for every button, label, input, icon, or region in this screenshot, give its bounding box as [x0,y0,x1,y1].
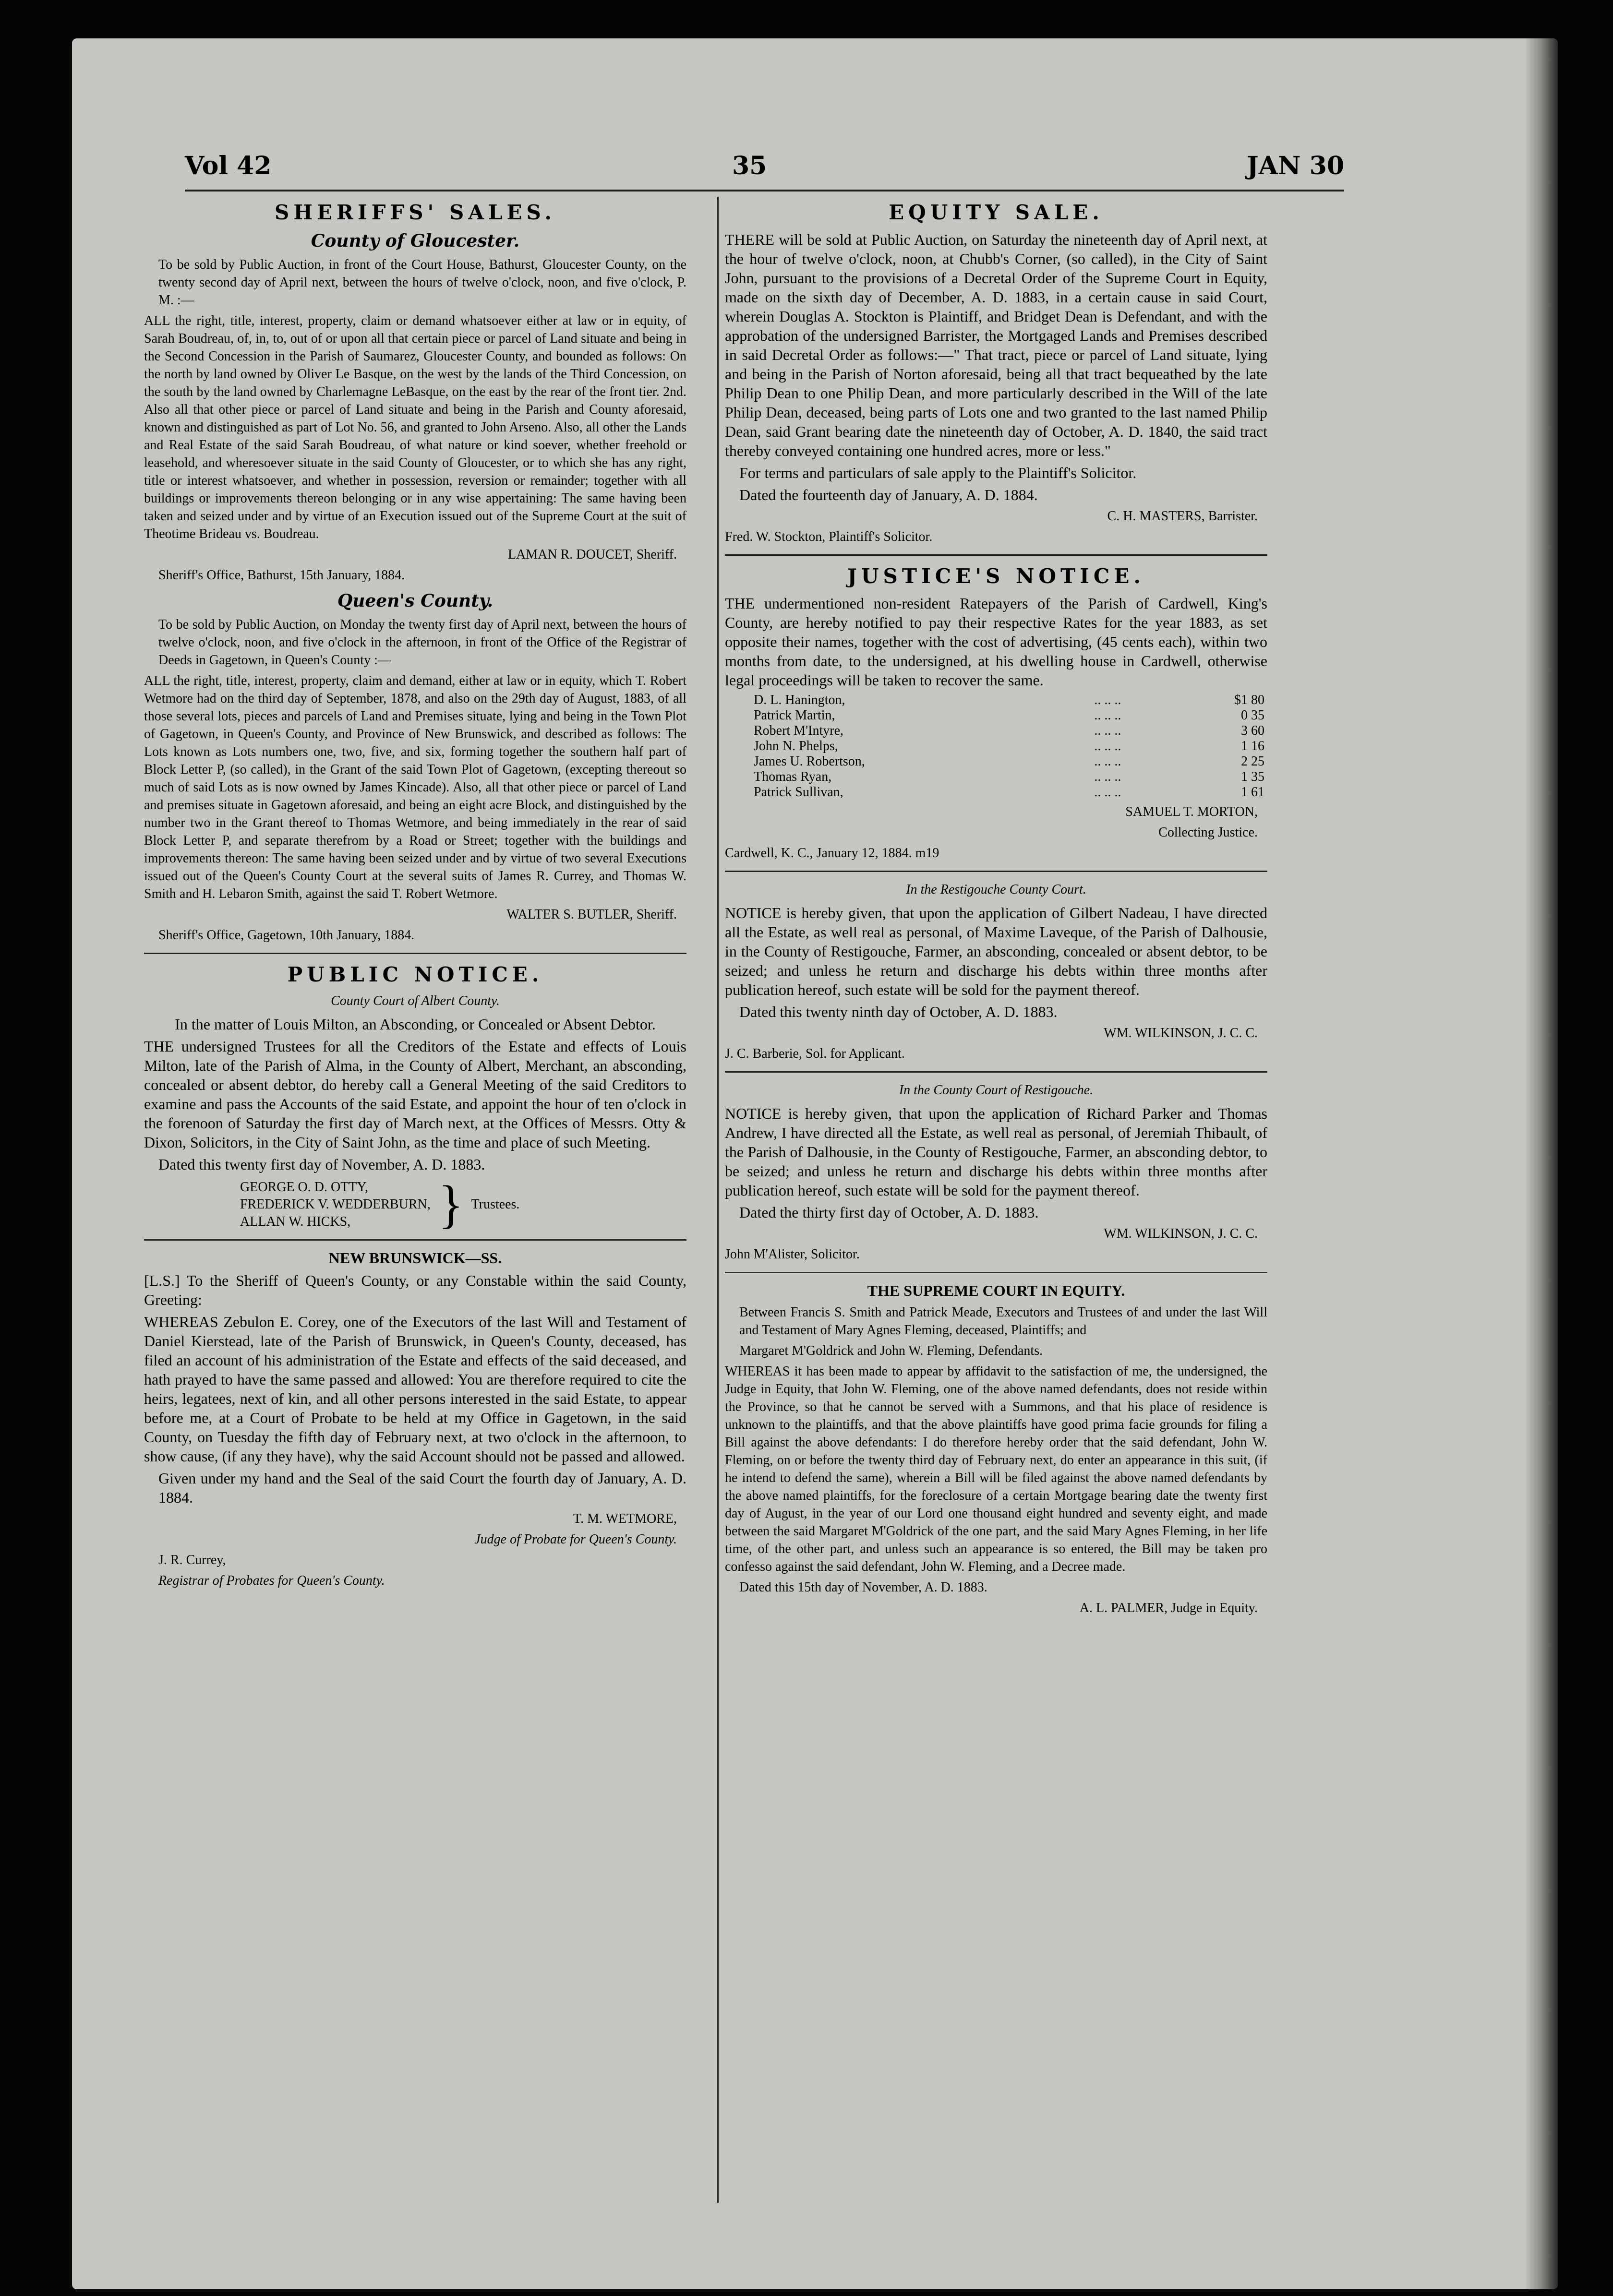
issue-date: JAN 30 [1247,151,1344,180]
equity-dated: Dated the fourteenth day of January, A. D. 1884. [739,486,1038,503]
page-edge [1524,38,1558,2289]
public-notice-body: THE undersigned Trustees for all the Creditors of the Estate and effects of Louis Milton, late of the Parish of Alma, in the County of Albert, Merchant, an absconding, concealed or absent debtor, do hereby call a General Meeting of the said Creditors to examine and pass the Accounts of the said Estate, and appoint the hour of ten o'clock in the forenoon of Saturday the first day of March next, at the Offices of Messrs. Otty & Dixon, Solicitors, in the City of Saint John, as the time and place of such Meeting. [144,1038,686,1151]
restigouche-body-1: NOTICE is hereby given, that upon the application of Gilbert Nadeau, I have directed all the Estate, as well real as personal, of Maxime Laveque, of the Parish of Dalhousie, in the County of Restigouche, Farmer, an absconding, concealed or absent debtor, to be seized; and unless he return and discharge his debts within three months after publication hereof, such estate will be sold for the payment thereof. [725,904,1267,998]
trustees-block [240,1175,686,1233]
supreme-judge: A. L. PALMER, Judge in Equity. [1079,1601,1258,1615]
gloucester-body: ALL the right, title, interest, property, claim or demand whatsoever either at law or in equity, of Sarah Boudreau, of, in, to, out of or upon all that certain piece or parcel of Land situate and being in the Second Concession in the Parish of Saumarez, Gloucester County, and bounded as follows: On the north by land owned by Oliver Le Basque, on the west by the lands of the Third Concession, on the south by the land owned by Charlemagne LeBasque, on the east by the rear of the front tier. 2nd. Also all that other piece or parcel of Land situate and being in the Parish and County aforesaid, known and distinguished as part of Lot No. 56, and granted to John Arseno. Also, all other the Lands and Real Estate of the said Sarah Boudreau, of what nature or kind soever, whether freehold or leasehold, and wheresoever situate in the said County of Gloucester, or to which she has any right, title or interest whatsoever, and whether in possession, reversion or remainder; together with all buildings or improvements thereon belonging or in any wise appertaining: The same having been taken and seized under and by virtue of an Execution issued out of the Supreme Court at the suit of Theotime Brideau vs. Boudreau. [144,313,686,541]
rate-amount: 1 35 [1241,769,1264,784]
probate-judge: T. M. WETMORE, [573,1511,677,1526]
restigouche-judge-2: WM. WILKINSON, J. C. C. [1104,1226,1258,1241]
supreme-dated: Dated this 15th day of November, A. D. 1883. [739,1580,987,1595]
new-brunswick-body: WHEREAS Zebulon E. Corey, one of the Executors of the last Will and Testament of Daniel Kierstead, late of the Parish of Brunswick, in Queen's County, deceased, has filed an account of his administration of the Estate and effects of the said deceased, and hath prayed to have the same passed and allowed: You are therefore required to cite the heirs, legatees, next of kin, and all other persons interested in the said Estate, to appear before me, at a Court of Probate to be held at my Office in Gagetown, in the said County, on Tuesday the fifth day of February next, at two o'clock in the afternoon, to show cause, (if any they have), why the said Account should not be passed and allowed. [144,1313,686,1465]
ratepayer-name: Patrick Martin, [754,708,835,723]
leader-dots: .. .. .. [1094,754,1121,769]
rate-amount: 2 25 [1241,754,1264,769]
leader-dots: .. .. .. [1094,785,1121,800]
equity-body: THERE will be sold at Public Auction, on Saturday the nineteenth day of April next, at the hour of twelve o'clock, noon, at Chubb's Corner, (so called), in the City of Saint John, pursuant to the provisions of a Decretal Order of the Supreme Court in Equity, made on the sixth day of December, A. D. 1883, in a certain cause in said Court, wherein Douglas A. Stockton is Plaintiff, and Bridget Dean is Defendant, and with the approbation of the undersigned Barrister, the Mortgaged Lands and Premises described in said Decretal Order as follows:—" That tract, piece or parcel of Land situate, lying and being in the Parish of Norton aforesaid, being all that tract bequeathed by the late Philip Dean to one Philip Dean, and more particularly described in the Will of the late Philip Dean, deceased, being parts of Lots one and two granted to the last named Philip Dean, said Grant bearing date the nineteenth day of October, A. D. 1840, the said tract thereby conveyed containing one hundred acres, more or less." [725,231,1267,459]
leader-dots: .. .. .. [1094,693,1121,707]
trustee-name: FREDERICK V. WEDDERBURN, [240,1197,431,1212]
ratepayer-table [725,693,1267,800]
restigouche-body-2: NOTICE is hereby given, that upon the application of Richard Parker and Thomas Andrew, I have directed all the Estate, as well real as personal, of Jeremiah Thibault, of the Parish of Dalhousie, in the County of Restigouche, Farmer, an absconding debtor, to be seized; and unless he return and discharge his debts within three months after publication hereof, such estate will be sold for the payment thereof. [725,1105,1267,1199]
supreme-body: WHEREAS it has been made to appear by affidavit to the satisfaction of me, the undersigned, the Judge in Equity, that John W. Fleming, one of the above named defendants, does not reside within the Province, so that he cannot be served with a Summons, and that his place of residence is unknown to the plaintiffs, and that the above plaintiffs have good prima facie grounds for filing a Bill against the above defendants: I do therefore hereby order that the said defendant, John W. Fleming, on or before the twenty third day of February next, do enter an appearance in this suit, (if he intend to defend the same), wherein a Bill will be filed against the above named defendants by the above named plaintiffs, for the foreclosure of a certain Mortgage bearing date the twenty first day of August, in the year of our Lord one thousand eight hundred and seventy eight, and made between the said Margaret M'Goldrick of the one part, and the said Mary Agnes Fleming, in her life time, of the other part, and unless such an appearance is so entered, the Bill may be taken pro confesso against the said defendant, John W. Fleming, and a Decree made. [725,1364,1267,1574]
brace: } [438,1175,464,1233]
gloucester-intro: To be sold by Public Auction, in front of the Court House, Bathurst, Gloucester County, on the twenty second day of April next, between the hours of twelve o'clock, noon, and five o'clock, P. M. :— [158,257,686,308]
left-column [144,197,686,2212]
table-row [725,693,1267,708]
matter-line: In the matter of Louis Milton, an Absconding, or Concealed or Absent Debtor. [175,1016,656,1033]
justice-dated: Cardwell, K. C., January 12, 1884. m19 [725,846,939,861]
equity-solicitor: Fred. W. Stockton, Plaintiff's Solicitor. [725,529,933,544]
ratepayer-name: Patrick Sullivan, [754,785,843,800]
public-notice-dated: Dated this twenty first day of November, A. D. 1883. [158,1156,485,1173]
queens-heading: Queen's County. [337,591,494,611]
equity-barrister: C. H. MASTERS, Barrister. [1107,509,1258,524]
ratepayer-name: John N. Phelps, [754,739,838,753]
new-brunswick-title: NEW BRUNSWICK—SS. [328,1249,502,1267]
rate-amount: 0 35 [1241,708,1264,723]
queens-sheriff: WALTER S. BUTLER, Sheriff. [506,907,677,922]
ratepayer-name: D. L. Hanington, [754,693,845,707]
justice-signer-title: Collecting Justice. [1158,825,1258,840]
supreme-court-title: THE SUPREME COURT IN EQUITY. [867,1282,1125,1299]
restigouche-dated-2: Dated the thirty first day of October, A. D. 1883. [739,1204,1039,1221]
rate-amount: 3 60 [1241,723,1264,738]
trustees-label: Trustees. [471,1196,520,1212]
right-column [725,197,1267,2212]
page-number: 35 [732,151,767,180]
restigouche-dated-1: Dated this twenty ninth day of October, A. D. 1883. [739,1003,1058,1020]
table-row [725,708,1267,723]
volume-number: Vol 42 [185,151,272,180]
restigouche-court-2: In the County Court of Restigouche. [899,1083,1094,1098]
divider [725,871,1267,872]
rate-amount: 1 16 [1241,739,1264,753]
albert-court: County Court of Albert County. [331,993,500,1008]
public-notice-title: PUBLIC NOTICE. [287,963,543,986]
leader-dots: .. .. .. [1094,708,1121,723]
queens-intro: To be sold by Public Auction, on Monday the twenty first day of April next, between the hours of twelve o'clock, noon, and five o'clock in the afternoon, in front of the Office of the Registrar of Deeds in Gagetown, in Queen's County :— [158,617,686,668]
equity-terms: For terms and particulars of sale apply to the Plaintiff's Solicitor. [739,464,1137,481]
divider [725,1071,1267,1073]
sheriffs-sales-title: SHERIFFS' SALES. [275,201,556,224]
gloucester-sheriff: LAMAN R. DOUCET, Sheriff. [507,547,677,562]
table-row [725,739,1267,754]
column-divider [717,197,719,2203]
divider [144,953,686,954]
registrar-title: Registrar of Probates for Queen's County. [158,1573,385,1588]
leader-dots: .. .. .. [1094,739,1121,753]
justice-body: THE undermentioned non-resident Ratepayers of the Parish of Cardwell, King's County, are hereby notified to pay their respective Rates for the year 1883, as set opposite their names, together with the cost of advertising, (45 cents each), within two months from date, to the undersigned, at his dwelling house in Cardwell, otherwise legal proceedings will be taken to recover the same. [725,595,1267,689]
supreme-defendants: Margaret M'Goldrick and John W. Fleming, Defendants. [739,1343,1043,1358]
divider [725,1272,1267,1273]
probate-judge-title: Judge of Probate for Queen's County. [474,1532,677,1547]
rate-amount: 1 61 [1241,785,1264,800]
table-row [725,723,1267,739]
restigouche-judge-1: WM. WILKINSON, J. C. C. [1104,1026,1258,1040]
divider [144,1239,686,1241]
new-brunswick-given: Given under my hand and the Seal of the said Court the fourth day of January, A. D. 1884. [158,1470,686,1506]
table-row [725,754,1267,769]
queens-office: Sheriff's Office, Gagetown, 10th January, 1884. [158,928,415,943]
divider [725,554,1267,556]
restigouche-sol-1: J. C. Barberie, Sol. for Applicant. [725,1046,905,1061]
trustee-name: ALLAN W. HICKS, [240,1214,351,1229]
queens-body: ALL the right, title, interest, property, claim and demand, either at law or in equity, which T. Robert Wetmore had on the third day of September, 1878, and also on the 29th day of August, 1883, of all those several lots, pieces and parcels of Land and Premises situate, lying and being in the Town Plot of Gagetown, in Queen's County, and Province of New Brunswick, and described as follows: The Lots known as Lots numbers one, two, five, and six, forming together the southern half part of Block Letter P, (so called), in the Grant of the said Town Plot of Gagetown, (excepting thereout so much of said Lots as is now owned by James Kincade). Also, all that other piece or parcel of Land and premises situate in Gagetown aforesaid, and being an eight acre Block, and distinguished by the number two in the Grant thereof to Thomas Wetmore, and being immediately in the rear of said Block Letter P, and separate therefrom by a Road or Street; together with the buildings and improvements thereon: The same having been seized under and by virtue of two several Executions issued out of the Queen's County Court at the several suits of James R. Currey, and Thomas W. Smith and H. Lebaron Smith, against the said T. Robert Wetmore. [144,673,686,901]
table-row [725,785,1267,800]
leader-dots: .. .. .. [1094,769,1121,784]
rate-amount: $1 80 [1234,693,1264,707]
table-row [725,769,1267,785]
ratepayer-name: Thomas Ryan, [754,769,832,784]
restigouche-court-1: In the Restigouche County Court. [906,882,1086,897]
page-header [185,151,1344,191]
supreme-between: Between Francis S. Smith and Patrick Meade, Executors and Trustees of and under the last Will and Testament of Mary Agnes Fleming, deceased, Plaintiffs; and [739,1305,1267,1338]
leader-dots: .. .. .. [1094,723,1121,738]
ratepayer-name: James U. Robertson, [754,754,865,769]
ratepayer-name: Robert M'Intyre, [754,723,844,738]
justice-notice-title: JUSTICE'S NOTICE. [847,564,1145,588]
justice-signer: SAMUEL T. MORTON, [1125,804,1258,819]
gloucester-office: Sheriff's Office, Bathurst, 15th January, 1884. [158,568,405,583]
new-brunswick-address: [L.S.] To the Sheriff of Queen's County, or any Constable within the said County, Greeting: [144,1272,686,1308]
restigouche-sol-2: John M'Alister, Solicitor. [725,1247,860,1262]
gloucester-heading: County of Gloucester. [311,231,520,251]
registrar: J. R. Currey, [158,1553,226,1567]
trustee-name: GEORGE O. D. OTTY, [240,1180,369,1195]
equity-sale-title: EQUITY SALE. [889,201,1104,224]
